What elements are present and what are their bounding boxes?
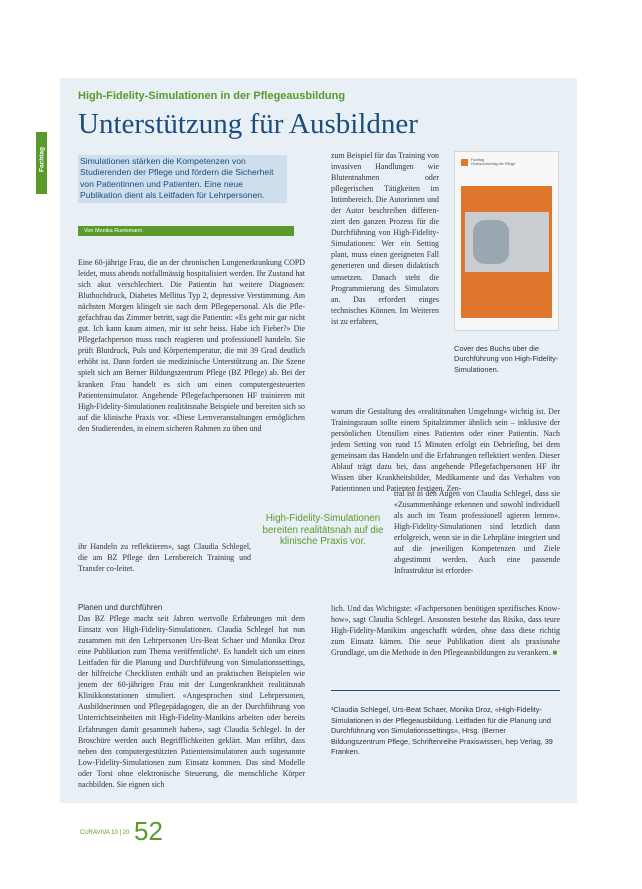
- section-tab: [36, 132, 47, 194]
- body-paragraph: tral ist in den Augen von Claudia Schlegel, dass sie «Zusammenhänge erkennen und sowohl individuell als auch im Team professionell agieren lernen». High-Fidelity-Simulationen sind letztlich dann erfolgreich, wenn sie in die Lehrpläne integriert und auf die jeweiligen Kompetenzen und Ziele abgestimmt werden. Auch eine passende Infrastruktur ist erforder-: [394, 489, 560, 576]
- kicker: High-Fidelity-Simulationen in der Pflegeausbildung: [78, 90, 346, 102]
- author-line: Von Monika Ruetsmann: [84, 228, 143, 234]
- end-mark-icon: ■: [552, 648, 558, 658]
- headline: Unterstützung für Ausbildner: [78, 108, 418, 140]
- lead-text: Simulationen stärken die Kompetenzen von Studierenden der Pflege und fördern die Sicherheit von Patientinnen und Patienten. Eine neue Publikation dient als Leitfaden für Lehrpersonen.: [78, 155, 287, 203]
- body-column-2d: [331, 603, 560, 658]
- body-paragraph: zum Beispiel für das Training von invasiven Handlungen wie Blutentnahmen oder pflegerischen Tätigkeiten im Intimbereich. Die Autorinnen und der Autor beschreiben differenziert den ganzen Prozess für die Durchführung von High-Fidelity-Simulationen: Wer ein Setting plant, muss einen geeigneten Fall generieren und diesen didaktisch umsetzen. Danach steht die Programmierung des Simulators an. Das erfordert einges technisches Können. Im Weiteren ist zu erfahren,: [331, 151, 439, 326]
- body-paragraph: Eine 60-jährige Frau, die an der chronischen Lungenerkrankung COPD leidet, muss abends notfallmässig hospitalisiert werden. Ihr Zustand hat sich akut verschlechtert. Die Patientin hat weitere Diagnosen: Bluthochdruck, Diabetes Mellitus Typ 2, depressive Verstimmung. Am nächsten Morgen klingelt sie nach dem Pflegepersonal. Als die Pflegefachfrau das Zimmer betritt, sagt die Patientin: «Es geht mir gar nicht gut. Ich kann kaum atmen, mir ist sehr heiss. Habe ich Fieber?» Die Pflegefachperson muss rasch reagieren und professionell handeln. Sie prüft Blutdruck, Puls und Körpertemperatur, die mit 39 Grad deutlich erhöht ist. Dann fordert sie medizinische Unterstützung an. Die Szene spielt sich am Berner Bildungszentrum Pflege (BZ Pflege) ab. Bei der kranken Frau handelt es sich um einen computergesteuerten Patientensimulator. Angehende Pflegefachpersonen HF trainieren mit High-Fidelity-Simulationen realitätsnahe Beispiele und bereiten sich so auf die klinische Praxis vor. «Diese Lernveranstaltungen ermöglichen den Studierenden, in einem sicheren Rahmen zu üben und: [78, 258, 306, 433]
- body-paragraph-text: lich. Und das Wichtigste: «Fachpersonen benötigen spezifisches Know-how», sagt Claudia Schlegel. Ansonsten bestehe das Risiko, dass teure High-Fidelity-Manikins angeschafft würden, ohne dass diese richtig zum Einsatz kämen. Die neue Publikation dient als praxisnahe Grundlage, um die Methode in den Pflegeausbildungen zu verankern.: [331, 604, 560, 658]
- cover-publisher-line2: Hochschulverlag der Pflege: [471, 162, 515, 167]
- publisher-logo-icon: [461, 159, 468, 166]
- footer-magazine: CURAVIVA 10 | 20: [80, 830, 130, 836]
- cover-photo-figure: [473, 220, 509, 264]
- body-column-2b: [331, 406, 560, 494]
- body-paragraph: Das BZ Pflege macht seit Jahren wertvolle Erfahrungen mit dem Einsatz von High-Fidelity-Simulationen. Claudia Schlegel hat nun zusammen mit den Lehrpersonen Urs-Beat Schaer und Monika Droz eine Publikation zum Thema veröffentlicht¹. Es handelt sich um einen Leitfaden für die Planung und Durchführung von Simulationssettings, der hilfreiche Checklisten enthält und an praktischen Beispielen wie jenem der 60-jährigen Frau mit der Lungenkrankheit realitätsnah Klinikkonstationen simuliert. «Angesprochen sind Lehrpersonen, Ausbildnerinnen und Pflegepädagogen, die an der Durchführung von Unterrichtseinheiten mit High-Fidelity-Manikins arbeiten oder bereits Erfahrungen damit gesammelt haben», sagt Claudia Schlegel. In der Broschüre werden auch Begrifflichkeiten geklärt. Man erfährt, dass neben den computergestützten Patientensimulatoren auch sogenannte Low-Fidelity-Simulationen zum Einsatz kommen. Das sind Modelle oder Torsi ohne elektronische Steuerung, die menschliche Körper nachbilden. Sie eignen sich: [78, 614, 305, 789]
- body-paragraph: warum die Gestaltung des «realitätsnahen Umgebung» wichtig ist. Der Trainingsraum sollte einem Spitalzimmer ähnlich sein – inklusive der persönlichen Utensilien eines Patienten oder einer Patientin. Nach jedem Setting von rund 15 Minuten erfolgt ein Debriefing, bei dem gemeinsam das Handeln und die Erfahrungen reflektiert werden. Dieser Ablauf trägt dazu bei, dass angehende Pflegefachpersonen HF ihr Wissen über Krankheitsbilder, Medikamente und das Verhalten von Patientinnen und Patienten festigen. Zen-: [331, 407, 560, 494]
- page-number: 52: [134, 816, 163, 846]
- book-cover-image: [454, 151, 559, 331]
- footnote: ¹Claudia Schlegel, Urs-Beat Schaer, Monika Droz, «High-Fidelity-Simulationen in der Pflegeausbildung. Leitfaden für die Planung und Durchführung von Simulationssettings», Hrsg. (Berner Bildungszentrum Pflege, Schriftenreihe Praxiswissen, hep Verlag, 39 Franken.: [331, 705, 553, 756]
- body-column-1b: [78, 541, 251, 574]
- body-column-1c: [78, 602, 305, 790]
- body-paragraph: [331, 603, 560, 658]
- body-column-2a: [331, 150, 439, 327]
- body-column-2c: [394, 488, 560, 576]
- author-bar: [78, 226, 294, 236]
- cover-publisher: [471, 158, 515, 167]
- footnote-divider: [331, 690, 560, 691]
- subheading: Planen und durchführen: [78, 603, 163, 612]
- pull-quote: High-Fidelity-Simulationen bereiten realitätsnah auf die klinische Praxis vor.: [262, 513, 384, 547]
- image-caption: Cover des Buchs über die Durchführung von High-Fidelity-Simulationen.: [454, 344, 559, 374]
- section-tab-label: Fachtag: [38, 147, 46, 172]
- body-paragraph: ihr Handeln zu reflektieren», sagt Claudia Schlegel, die am BZ Pflege den Lernbereich Training und Transfer co-leitet.: [78, 542, 251, 574]
- cover-publisher-line1: Fachtag: [471, 158, 484, 162]
- body-column-1a: [78, 257, 305, 434]
